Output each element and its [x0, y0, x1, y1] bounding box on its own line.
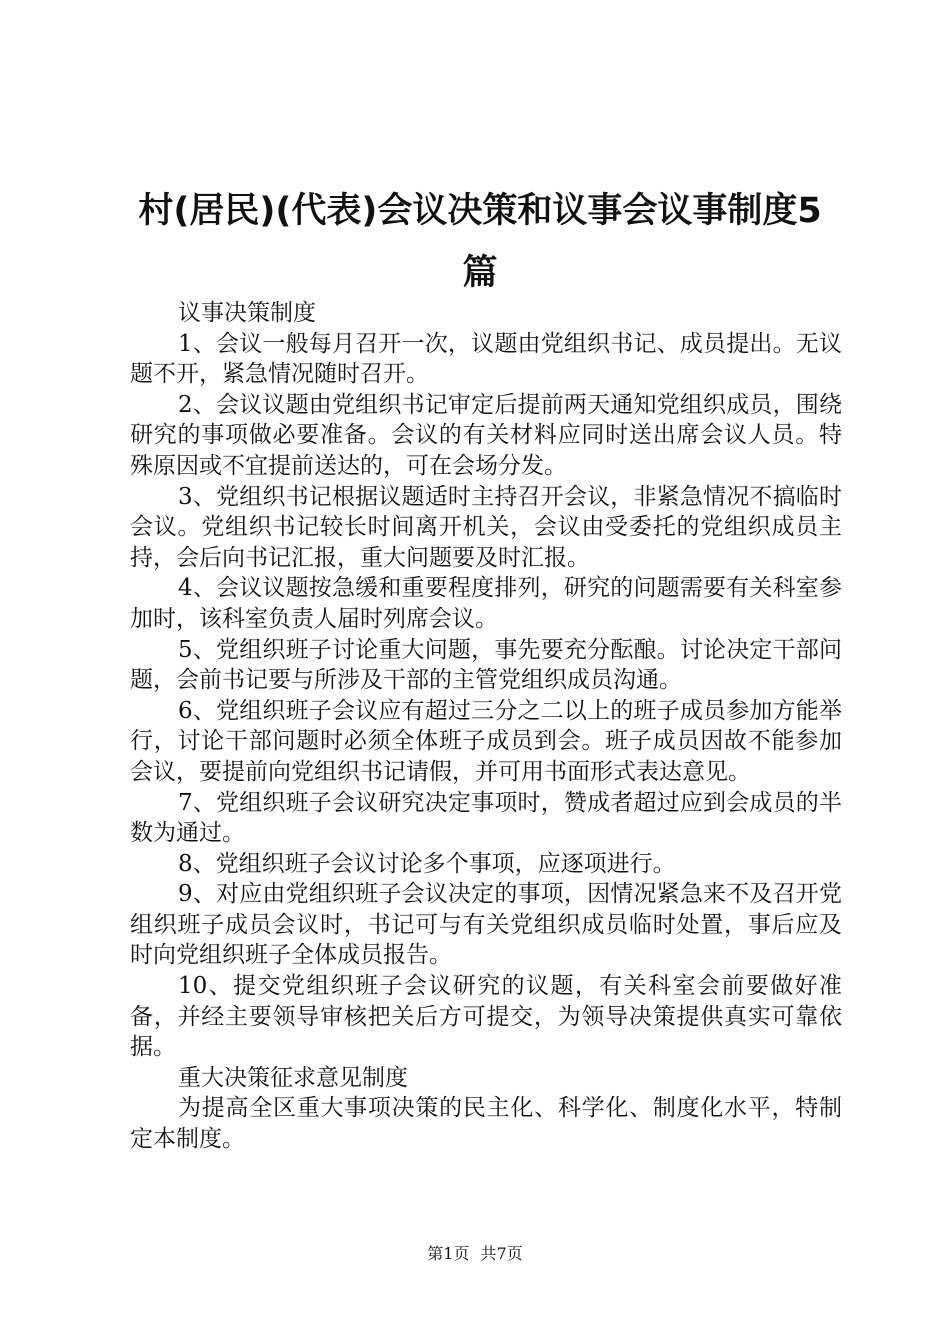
paragraph: 5、党组织班子讨论重大问题，事先要充分酝酿。讨论决定干部问题，会前书记要与所涉及干部的主管党组织成员沟通。 — [130, 636, 842, 694]
paragraph: 8、党组织班子会议讨论多个事项，应逐项进行。 — [178, 850, 676, 877]
paragraph: 4、会议议题按急缓和重要程度排列，研究的问题需要有关科室参加时，该科室负责人届时列席会议。 — [130, 575, 842, 632]
paragraph: 9、对应由党组织班子会议决定的事项，因情况紧急来不及召开党组织班子成员会议时，书记可与有关党组织成员临时处置，事后应及时向党组织班子全体成员报告。 — [130, 881, 842, 969]
section-heading: 议事决策制度 — [178, 300, 316, 326]
page-footer — [0, 1244, 950, 1264]
document-body — [130, 298, 842, 1155]
page-number: 第1页 — [427, 1244, 470, 1263]
paragraph: 3、党组织书记根据议题适时主持召开会议，非紧急情况不搞临时会议。党组织书记较长时间离开机关，会议由受委托的党组织成员主持，会后向书记汇报，重大问题要及时汇报。 — [130, 483, 842, 571]
page-total: 共7页 — [480, 1244, 523, 1263]
paragraph: 1、会议一般每月召开一次，议题由党组织书记、成员提出。无议题不开，紧急情况随时召开。 — [130, 330, 842, 388]
paragraph: 2、会议议题由党组织书记审定后提前两天通知党组织成员，围绕研究的事项做必要准备。会议的有关材料应同时送出席会议人员。特殊原因或不宜提前送达的，可在会场分发。 — [130, 391, 842, 479]
document-title: 村(居民)(代表)会议决策和议事会议事制度5篇 — [138, 191, 822, 293]
paragraph: 6、党组织班子会议应有超过三分之二以上的班子成员参加方能举行，讨论干部问题时必须全体班子成员到会。班子成员因故不能参加会议，要提前向党组织书记请假，并可用书面形式表达意见。 — [130, 697, 842, 785]
paragraph: 10、提交党组织班子会议研究的议题，有关科室会前要做好准备，并经主要领导审核把关后方可提交，为领导决策提供真实可靠依据。 — [130, 973, 842, 1061]
section-heading: 重大决策征求意见制度 — [178, 1064, 408, 1091]
paragraph: 7、党组织班子会议研究决定事项时，赞成者超过应到会成员的半数为通过。 — [130, 789, 842, 847]
paragraph: 为提高全区重大事项决策的民主化、科学化、制度化水平，特制定本制度。 — [130, 1095, 842, 1153]
